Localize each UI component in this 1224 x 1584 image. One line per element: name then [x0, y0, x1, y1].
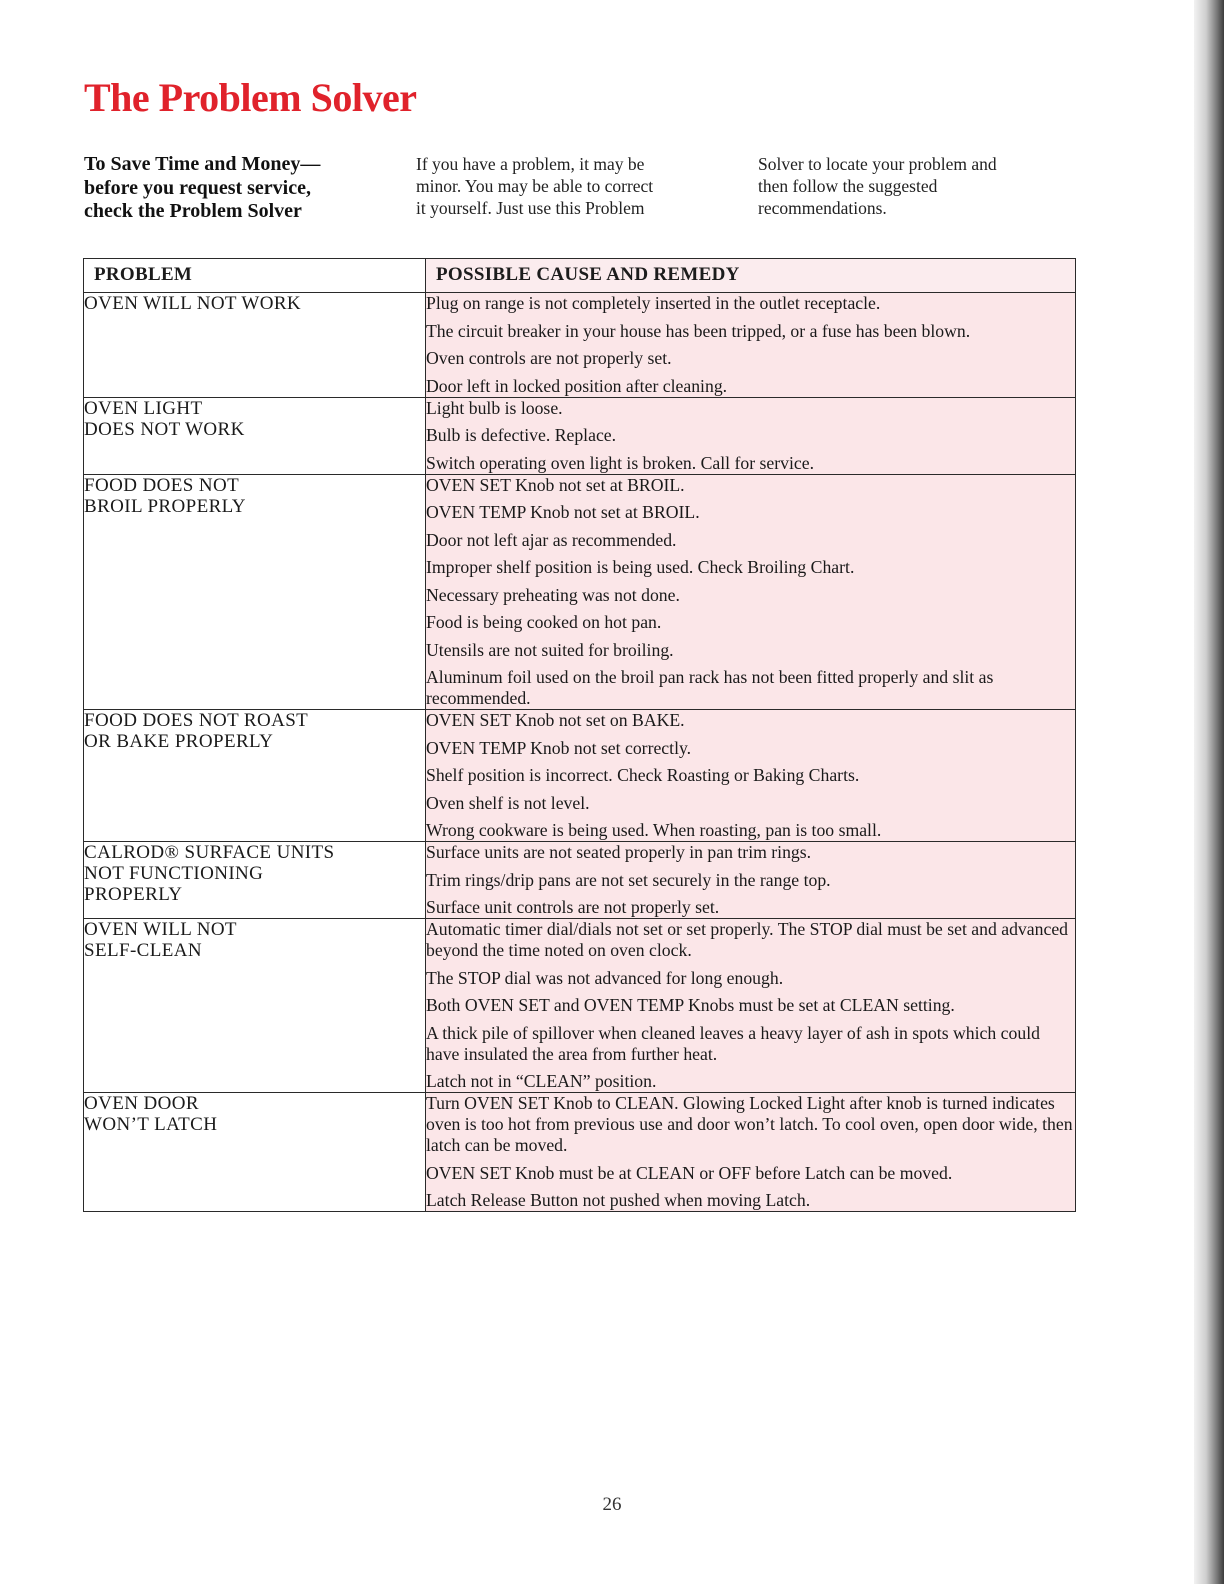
problem-line: SELF-CLEAN [84, 940, 202, 961]
problem-line: OVEN WILL NOT [84, 919, 237, 940]
problem-cell [84, 842, 426, 919]
remedy-item: Surface unit controls are not properly set. [426, 897, 720, 917]
remedy-item: OVEN SET Knob must be at CLEAN or OFF before Latch can be moved. [426, 1162, 953, 1183]
table-row [84, 842, 1076, 919]
intro-line: recommendations. [758, 198, 887, 218]
intro-line: Solver to locate your problem and [758, 154, 997, 174]
table-row [84, 397, 1076, 474]
remedy-item: Latch Release Button not pushed when moving Latch. [426, 1190, 811, 1210]
remedy-item: Oven controls are not properly set. [426, 348, 672, 368]
problem-line: PROPERLY [84, 884, 183, 905]
problem-cell [84, 710, 426, 842]
intro-line: minor. You may be able to correct [416, 176, 654, 196]
table-row [84, 474, 1076, 710]
remedy-item: OVEN TEMP Knob not set correctly. [426, 737, 692, 758]
remedy-item: Improper shelf position is being used. Check Broiling Chart. [426, 557, 855, 577]
remedy-item: Trim rings/drip pans are not set securely in the range top. [426, 869, 831, 890]
problem-line: CALROD® SURFACE UNITS [84, 842, 335, 863]
problem-line: OVEN DOOR [84, 1093, 199, 1114]
page-title: The Problem Solver [84, 75, 417, 120]
remedy-item: Light bulb is loose. [426, 397, 563, 418]
remedy-item: Plug on range is not completely inserted in the outlet receptacle. [426, 293, 881, 313]
remedy-cell [426, 1093, 1076, 1212]
problem-line: OR BAKE PROPERLY [84, 731, 274, 752]
remedy-cell [426, 842, 1076, 919]
remedy-cell [426, 474, 1076, 710]
remedy-item: Utensils are not suited for broiling. [426, 639, 674, 660]
header-remedy: POSSIBLE CAUSE AND REMEDY [426, 259, 1076, 293]
intro-lead [84, 153, 384, 224]
problem-line: FOOD DOES NOT [84, 474, 240, 496]
problem-cell [84, 293, 426, 398]
problem-line: OVEN WILL NOT WORK [84, 293, 302, 314]
table-row [84, 710, 1076, 842]
intro-column-2 [416, 153, 736, 219]
remedy-item: Door left in locked position after cleaning. [426, 375, 728, 396]
table-header-row [84, 259, 1076, 293]
remedy-item: The STOP dial was not advanced for long enough. [426, 967, 784, 988]
remedy-item: OVEN TEMP Knob not set at BROIL. [426, 502, 700, 522]
intro-column-3 [758, 153, 1078, 219]
remedy-item: Aluminum foil used on the broil pan rack has not been fitted properly and slit as recommended. [426, 667, 994, 708]
table-row [84, 1093, 1076, 1212]
remedy-item: Latch not in “CLEAN” position. [426, 1071, 657, 1091]
intro-line: If you have a problem, it may be [416, 154, 645, 174]
remedy-cell [426, 397, 1076, 474]
problem-line: NOT FUNCTIONING [84, 863, 264, 884]
remedy-cell [426, 919, 1076, 1093]
table-body [84, 293, 1076, 1212]
remedy-item: Necessary preheating was not done. [426, 584, 680, 605]
remedy-item: Turn OVEN SET Knob to CLEAN. Glowing Locked Light after knob is turned indicates oven is too hot from previous use and door won’t latch. To cool oven, open door wide, then latch can be moved. [426, 1093, 1073, 1155]
intro-lead-line: check the Problem Solver [84, 200, 302, 222]
page-number: 26 [602, 1494, 622, 1515]
remedy-item: Wrong cookware is being used. When roasting, pan is too small. [426, 820, 882, 840]
remedy-item: Food is being cooked on hot pan. [426, 612, 662, 632]
remedy-item: A thick pile of spillover when cleaned leaves a heavy layer of ash in spots which could have insulated the area from further heat. [426, 1022, 1040, 1064]
problem-line: OVEN LIGHT [84, 397, 203, 419]
problem-line: WON’T LATCH [84, 1114, 218, 1135]
table-row [84, 919, 1076, 1093]
intro-lead-line: To Save Time and Money— [84, 153, 321, 175]
problem-cell [84, 397, 426, 474]
remedy-cell [426, 710, 1076, 842]
remedy-item: The circuit breaker in your house has been tripped, or a fuse has been blown. [426, 320, 971, 341]
table-row [84, 293, 1076, 398]
remedy-item: Oven shelf is not level. [426, 792, 590, 813]
remedy-item: Both OVEN SET and OVEN TEMP Knobs must be set at CLEAN setting. [426, 995, 955, 1015]
remedy-item: Automatic timer dial/dials not set or set properly. The STOP dial must be set and advanced beyond the time noted on oven clock. [426, 919, 1069, 960]
problem-line: FOOD DOES NOT ROAST [84, 710, 309, 731]
problem-line: DOES NOT WORK [84, 418, 245, 440]
remedy-cell [426, 293, 1076, 398]
remedy-item: Surface units are not seated properly in pan trim rings. [426, 842, 812, 862]
problem-cell [84, 474, 426, 710]
remedy-item: Door not left ajar as recommended. [426, 529, 677, 550]
problem-cell [84, 919, 426, 1093]
problem-cell [84, 1093, 426, 1212]
remedy-item: OVEN SET Knob not set at BROIL. [426, 474, 685, 495]
remedy-item: OVEN SET Knob not set on BAKE. [426, 710, 685, 730]
intro-line: it yourself. Just use this Problem [416, 198, 645, 218]
intro-line: then follow the suggested [758, 176, 938, 196]
header-problem: PROBLEM [84, 259, 426, 293]
remedy-item: Shelf position is incorrect. Check Roasting or Baking Charts. [426, 765, 860, 785]
intro-lead-line: before you request service, [84, 176, 311, 199]
problem-solver-table [83, 258, 1076, 1212]
remedy-item: Bulb is defective. Replace. [426, 425, 617, 445]
remedy-item: Switch operating oven light is broken. Call for service. [426, 452, 815, 473]
problem-line: BROIL PROPERLY [84, 495, 246, 517]
binding-shadow [1194, 0, 1224, 1584]
